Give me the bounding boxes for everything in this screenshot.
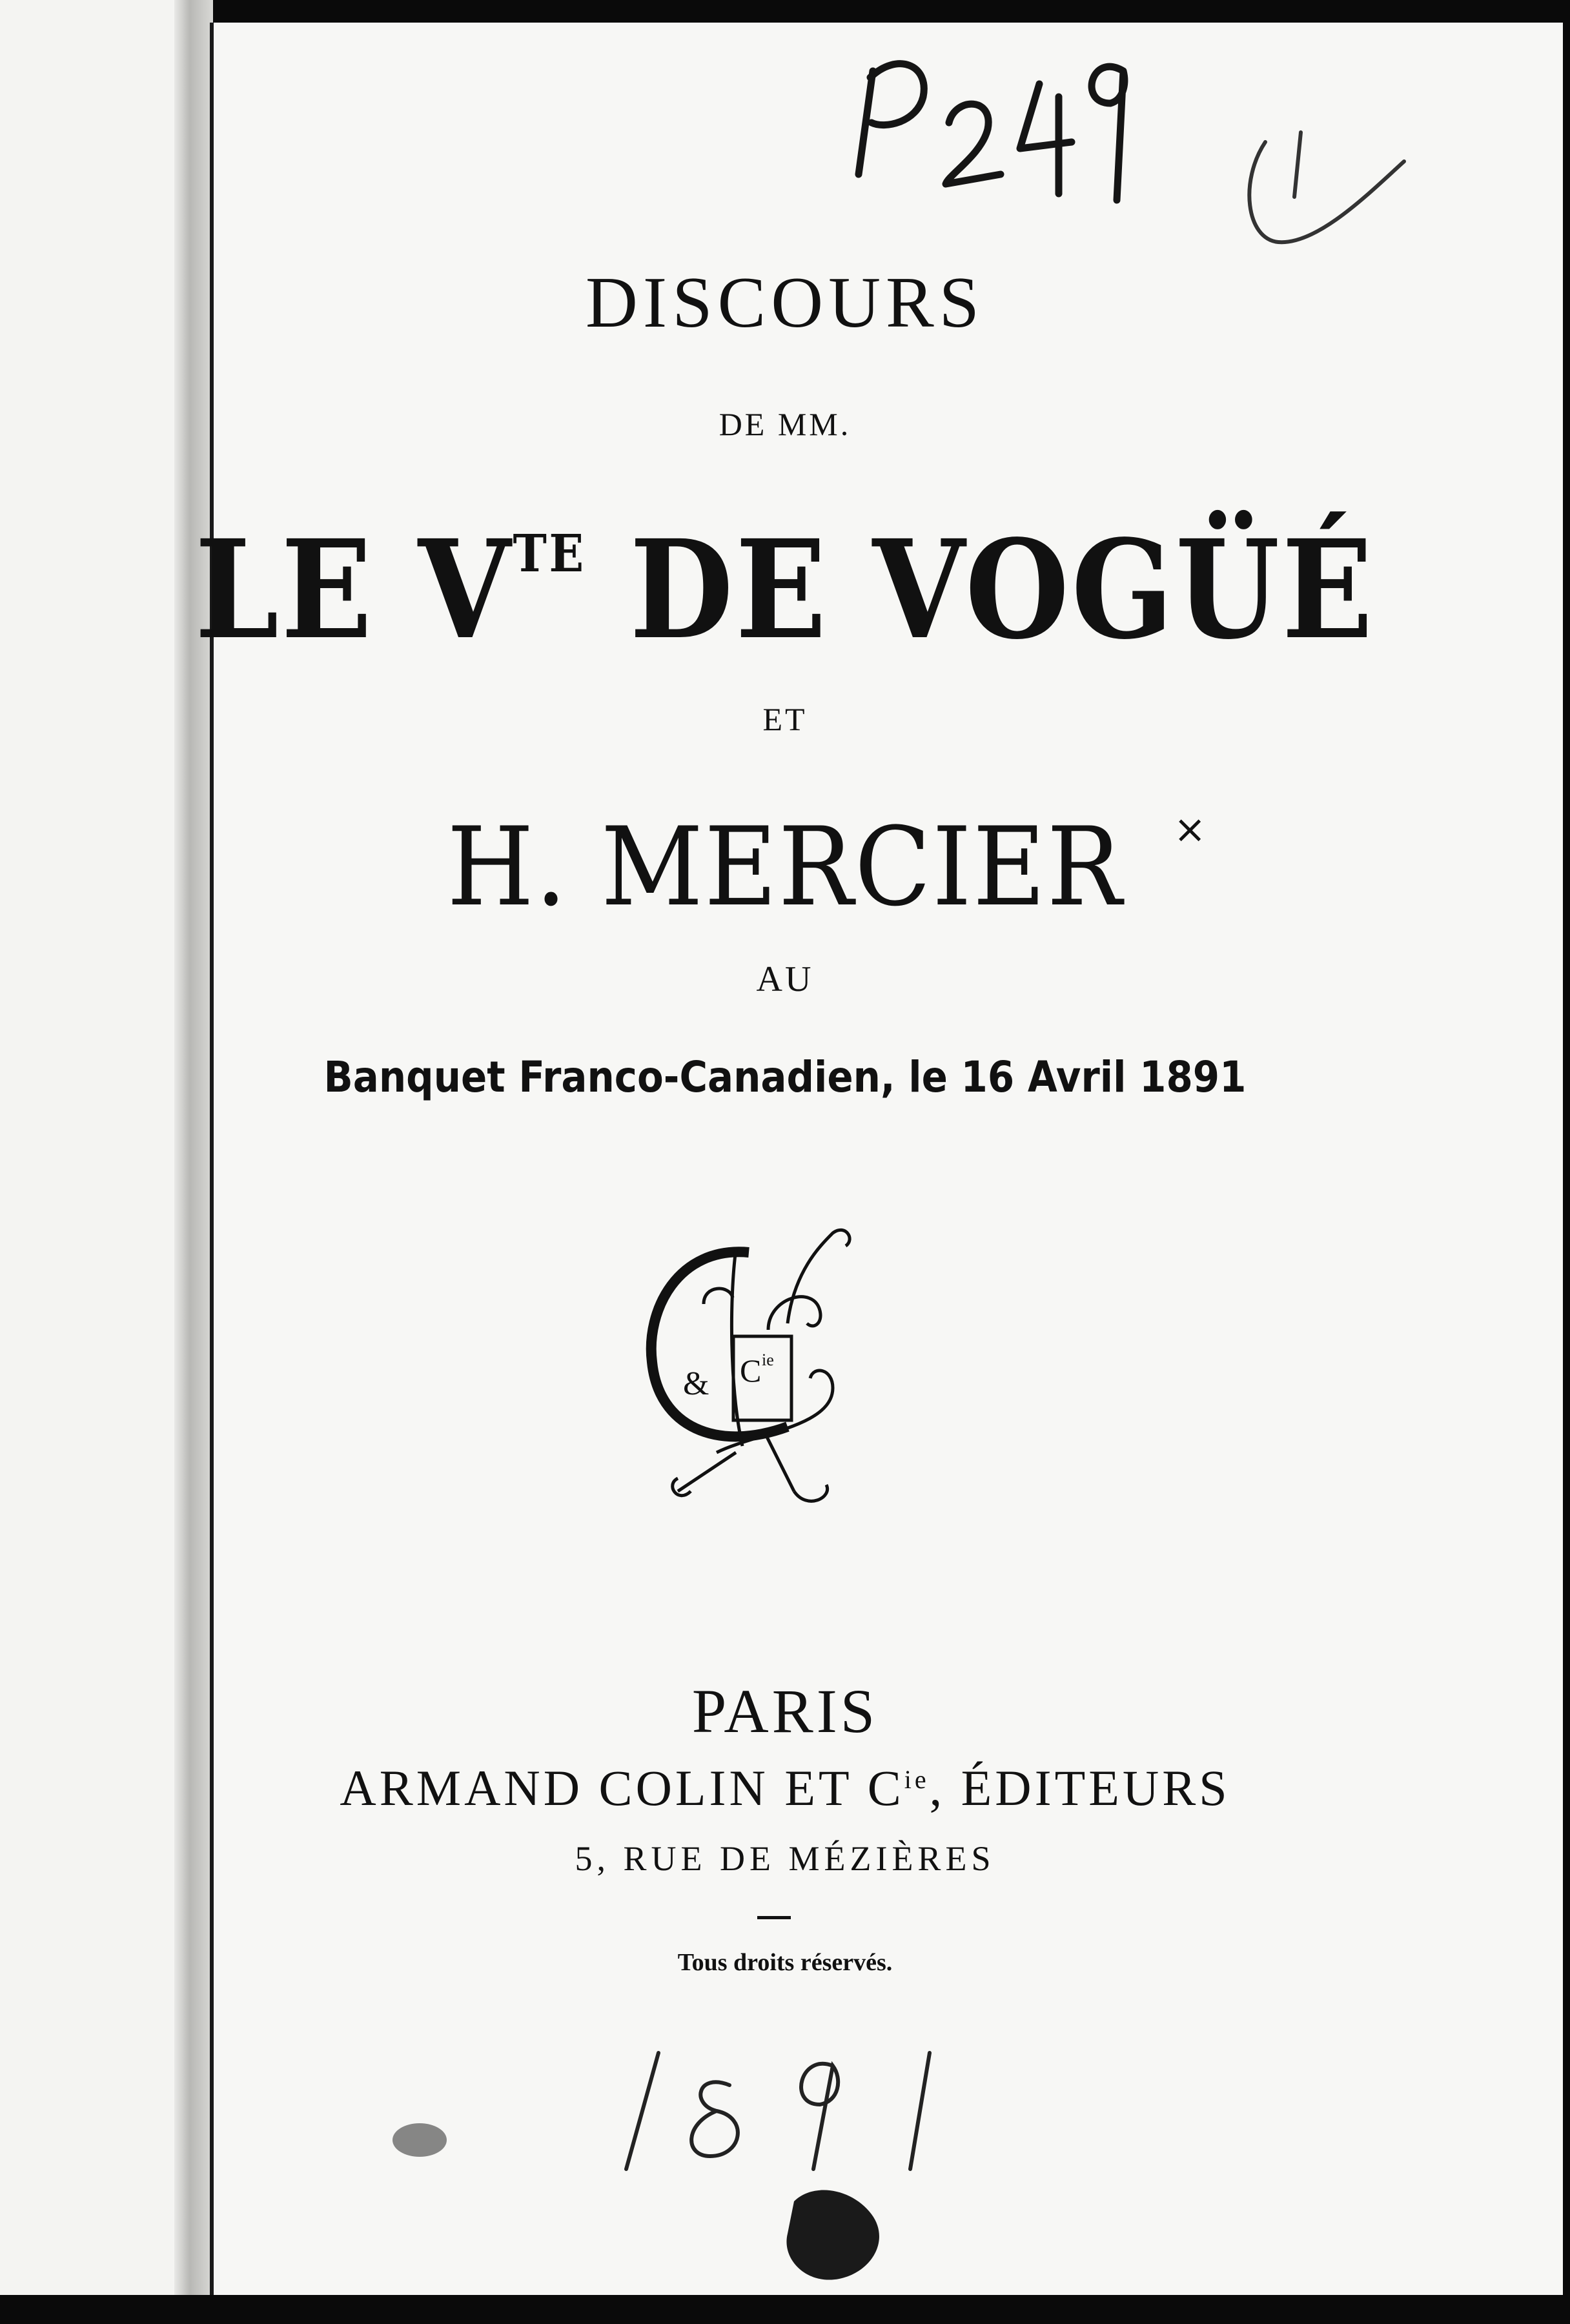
- imprint-publisher-role: , ÉDITEURS: [929, 1760, 1230, 1816]
- monogram-cie: C: [740, 1352, 762, 1389]
- heading-au: AU: [756, 959, 814, 999]
- imprint-publisher: [0, 1759, 1570, 1817]
- imprint-rule: [757, 1916, 791, 1919]
- handwritten-check-icon: [1227, 103, 1414, 258]
- author-vogue-surname: DE VOGÜÉ: [586, 510, 1376, 669]
- ink-stains: [362, 2105, 943, 2298]
- heading-et: ET: [762, 701, 808, 737]
- scan-border-bottom: [0, 2295, 1570, 2324]
- monogram-ampersand: &: [683, 1365, 709, 1402]
- author-vogue-title-sup: TE: [513, 523, 586, 584]
- imprint-address: 5, RUE DE MÉZIÈRES: [575, 1839, 995, 1878]
- publisher-monogram-logo: [639, 1220, 884, 1517]
- heading-de-mm: DE MM.: [719, 406, 851, 442]
- scan-border-top: [0, 0, 1570, 23]
- imprint-publisher-name: ARMAND COLIN ET C: [340, 1760, 904, 1816]
- monogram-cie-sup: ie: [762, 1351, 774, 1369]
- imprint-publisher-sup: ie: [904, 1765, 930, 1794]
- author-mercier: H. MERCIER: [447, 804, 1123, 930]
- heading-discours: DISCOURS: [586, 263, 984, 343]
- event-line: Banquet Franco-Canadien, le 16 Avril 1891: [323, 1052, 1247, 1102]
- handwritten-cross-mark: ×: [1174, 807, 1207, 852]
- imprint-city: PARIS: [691, 1677, 879, 1746]
- author-vogue-prefix: LE V: [194, 510, 513, 669]
- author-vogue: [94, 510, 1476, 669]
- rights-notice: Tous droits réservés.: [677, 1949, 893, 1976]
- handwritten-shelfmark: [833, 26, 1136, 207]
